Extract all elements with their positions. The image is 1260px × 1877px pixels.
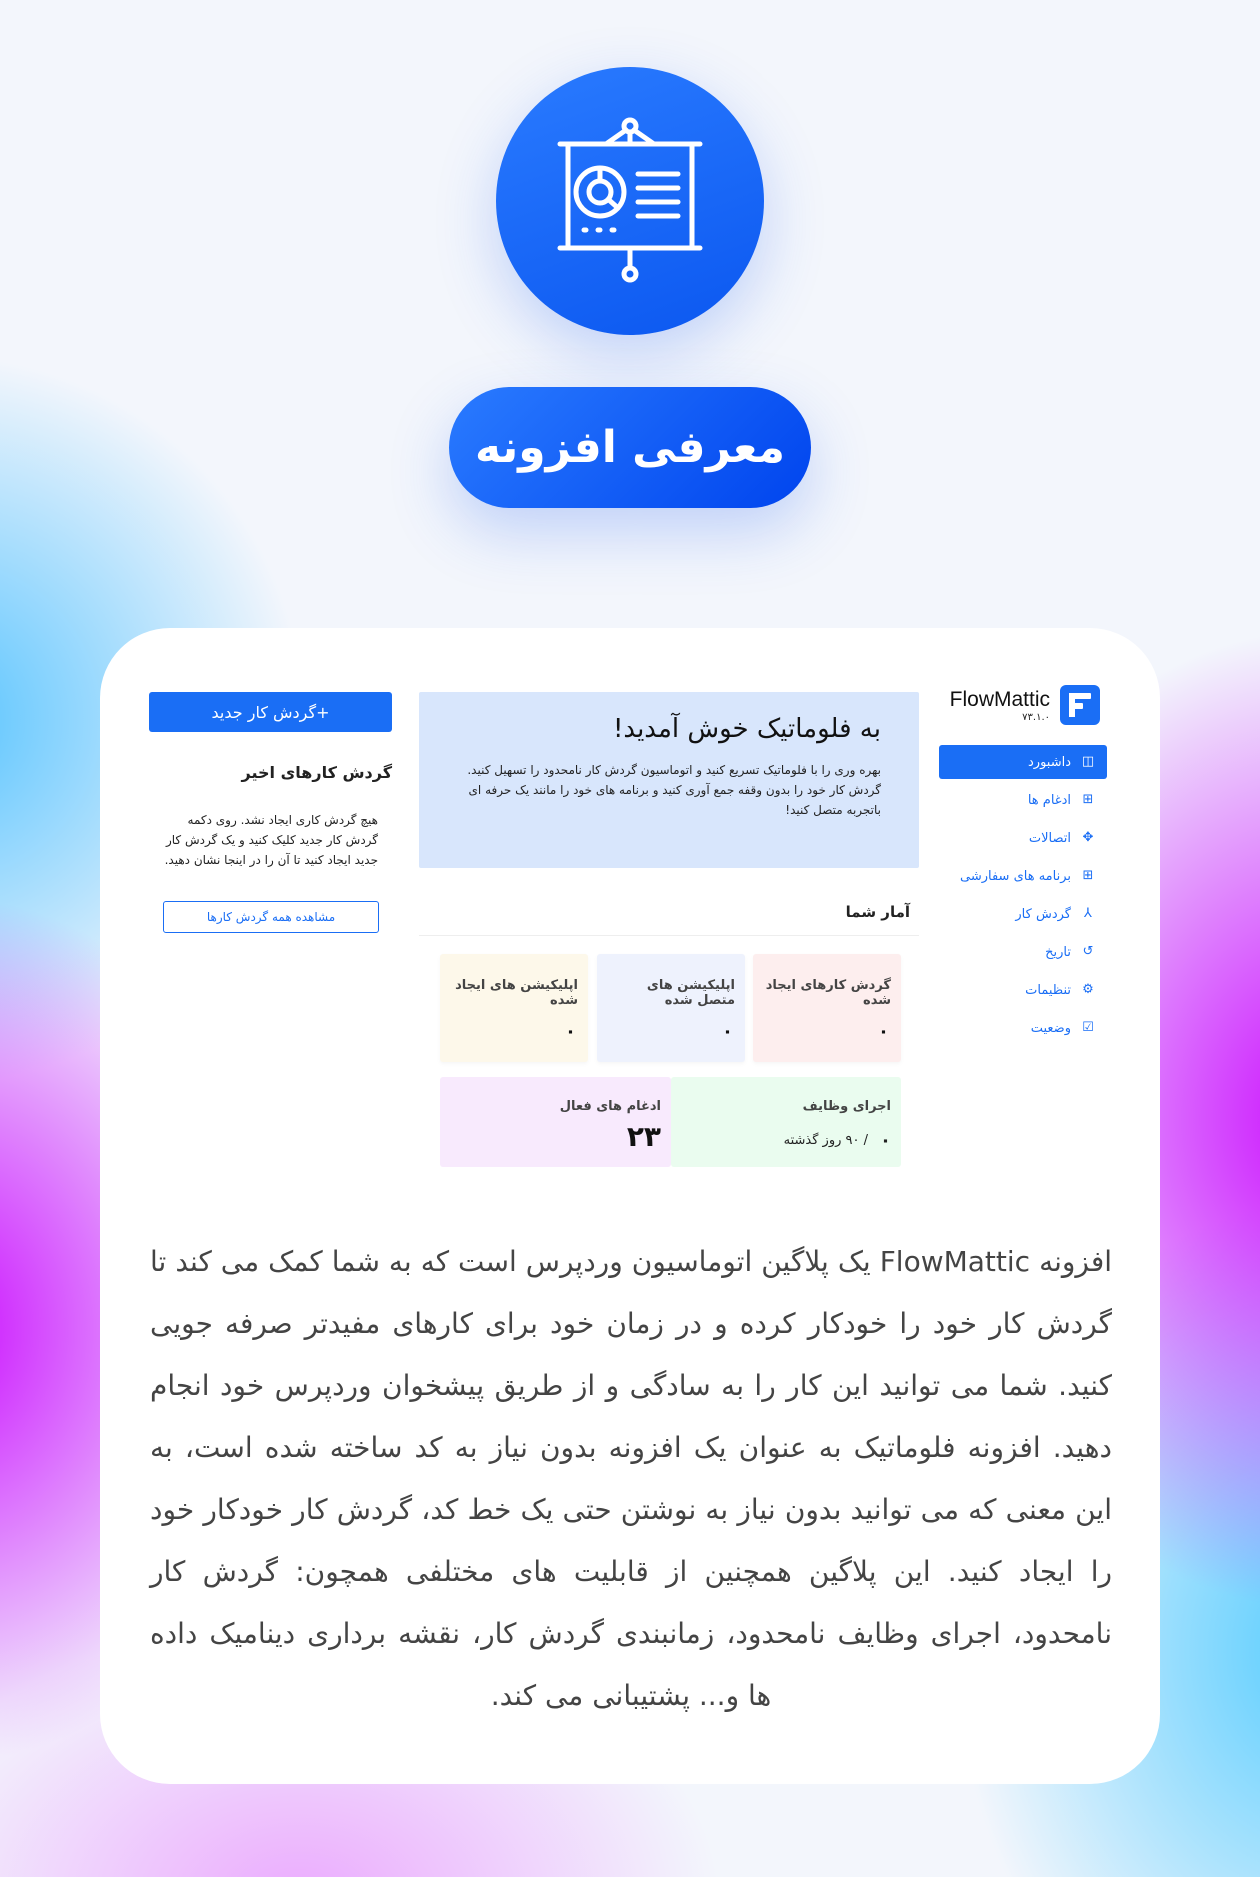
- stat-label: اپلیکیشن های ایجاد شده: [455, 978, 578, 1008]
- stat-card-workflows: [753, 954, 901, 1062]
- active-integrations-card: [440, 1077, 671, 1167]
- welcome-panel: [419, 692, 919, 868]
- flowmattic-logo-icon: [1060, 685, 1100, 725]
- sidebar-item-label: ادغام ها: [1027, 792, 1071, 808]
- recent-workflows-title: گردش کارهای اخیر: [241, 763, 392, 782]
- integrations-icon: ⊞: [1082, 792, 1094, 807]
- divider: [419, 935, 919, 936]
- stats-title: آمار شما: [845, 903, 910, 921]
- tasks-value: ۰: [880, 1130, 891, 1151]
- sidebar-item-workflows[interactable]: [939, 897, 1107, 931]
- sidebar-item-label: وضعیت: [1030, 1020, 1071, 1036]
- tasks-card: [671, 1077, 901, 1167]
- welcome-title: به فلوماتیک خوش آمدید!: [613, 714, 881, 744]
- stat-value: ۰: [722, 1021, 733, 1042]
- sidebar-item-settings[interactable]: [939, 973, 1107, 1007]
- active-integrations-value: ۲۳: [626, 1120, 661, 1153]
- hero-title: معرفی افزونه: [449, 387, 811, 508]
- custom-apps-icon: ⊞: [1082, 868, 1094, 883]
- history-icon: ↺: [1082, 944, 1094, 959]
- sidebar-item-dashboard[interactable]: [939, 745, 1107, 779]
- settings-icon: ⚙: [1082, 982, 1094, 997]
- sidebar-item-custom-apps[interactable]: [939, 859, 1107, 893]
- sidebar-item-status[interactable]: [939, 1011, 1107, 1045]
- tasks-label: اجرای وظایف: [802, 1099, 891, 1114]
- connections-icon: ✥: [1082, 830, 1094, 845]
- app-logo[interactable]: [950, 685, 1100, 725]
- logo-name: FlowMattic: [949, 687, 1050, 711]
- logo-version: ۷۳.۱.۰: [1022, 711, 1050, 723]
- description-text: افزونه FlowMattic یک پلاگین اتوماسیون وردپرس است که به شما کمک می کند تا گردش کار خود را خودکار کرده و در زمان خود برای کارهای مفیدتر صرفه جویی کنید. شما می توانید این کار را به سادگی و از طریق پیشخوان وردپرس خود انجام دهید. افزونه فلوماتیک به عنوان یک افزونه بدون نیاز به کد ساخته شده است، به این معنی که می توانید بدون نیاز به نوشتن حتی یک خط کد، گردش کار خودکار خود را ایجاد کنید. این پلاگین همچنین از قابلیت های مختلفی همچون: گردش کار نامحدود، اجرای وظایف نامحدود، زمانبندی گردش کار، نقشه برداری دینامیک داده ها و... پشتیبانی می کند.: [150, 1245, 1113, 1712]
- sidebar-item-label: اتصالات: [1028, 830, 1071, 846]
- sidebar-item-label: برنامه های سفارشی: [960, 868, 1071, 884]
- active-integrations-label: ادغام های فعال: [559, 1099, 661, 1114]
- stat-label: گردش کارهای ایجاد شده: [765, 978, 891, 1008]
- sidebar-item-connections[interactable]: [939, 821, 1107, 855]
- new-workflow-button[interactable]: +گردش کار جدید: [149, 692, 392, 732]
- app-screenshot-card: [100, 628, 1160, 1784]
- sidebar-nav: [939, 745, 1107, 1049]
- recent-workflows-empty-text: هیچ گردش کاری ایجاد نشد. روی دکمه گردش کار جدید کلیک کنید و یک گردش کار جدید ایجاد کنید تا آن را در اینجا نشان دهید.: [164, 813, 378, 867]
- stat-card-created-apps: [440, 954, 588, 1062]
- stat-value: ۰: [878, 1021, 889, 1042]
- sidebar-item-integrations[interactable]: [939, 783, 1107, 817]
- sidebar-item-label: گردش کار: [1015, 906, 1071, 922]
- workflow-icon: ⅄: [1084, 906, 1092, 921]
- tasks-period: / ۹۰ روز گذشته: [783, 1133, 868, 1148]
- sidebar-item-label: تنظیمات: [1025, 982, 1071, 998]
- sidebar-item-history[interactable]: [939, 935, 1107, 969]
- view-all-workflows-button[interactable]: مشاهده همه گردش کارها: [163, 901, 379, 933]
- welcome-text: بهره وری را با فلوماتیک تسریع کنید و اتوماسیون گردش کار نامحدود را تسهیل کنید. گردش کار خود را بدون وقفه جمع آوری کنید و برنامه های خود را مانند یک حرفه ای باتجربه متصل کنید!: [467, 763, 881, 817]
- stat-label: اپلیکیشن های متصل شده: [646, 978, 735, 1008]
- stat-card-connected-apps: [597, 954, 745, 1062]
- dashboard-icon: ◫: [1081, 754, 1095, 769]
- stat-value: ۰: [565, 1021, 576, 1042]
- presentation-board-icon: [550, 114, 710, 288]
- sidebar-item-label: داشبورد: [1028, 754, 1071, 770]
- hero-badge: [496, 67, 764, 335]
- sidebar-item-label: تاریخ: [1045, 944, 1071, 960]
- status-icon: ☑: [1082, 1020, 1094, 1035]
